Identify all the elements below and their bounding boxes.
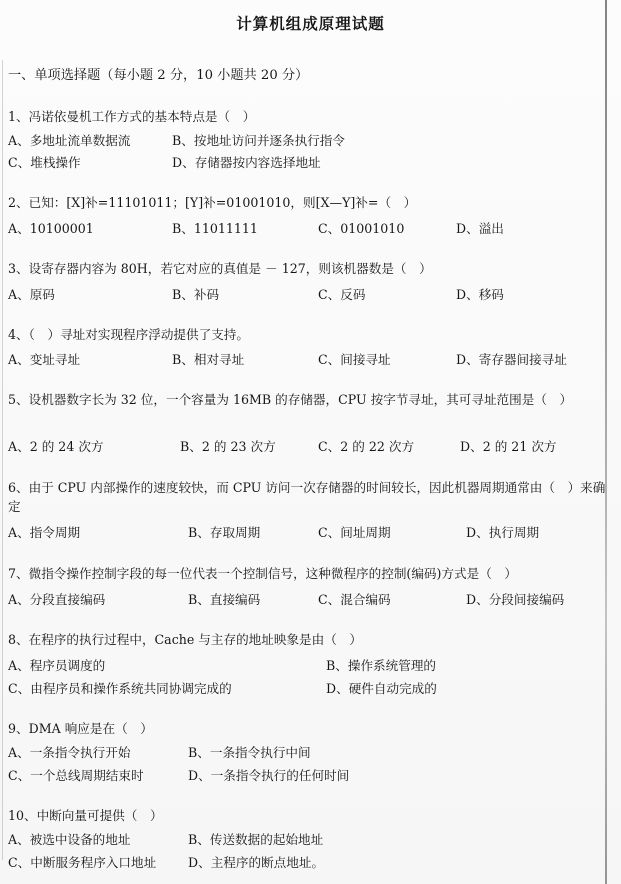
- question-2-option-a: A、10100001: [8, 221, 94, 236]
- question-6-stem: 6、由于 CPU 内部操作的速度较快，而 CPU 访问一次存储器的时间较长，因此机器周期通常由（ ）来确定: [8, 480, 606, 514]
- question-10-option-b: B、传送数据的起始地址: [188, 832, 324, 847]
- question-9-stem: 9、DMA 响应是在（ ）: [8, 721, 153, 736]
- question-1-option-c: C、堆栈操作: [8, 155, 81, 170]
- question-7-option-d: D、分段间接编码: [466, 592, 565, 607]
- question-3-option-c: C、反码: [318, 287, 366, 302]
- question-10-option-c: C、中断服务程序入口地址: [8, 855, 157, 870]
- question-4-option-a: A、变址寻址: [8, 352, 81, 367]
- question-2-option-d: D、溢出: [456, 221, 504, 236]
- scan-edge-left: [2, 60, 3, 860]
- question-4-option-d: D、寄存器间接寻址: [456, 352, 567, 367]
- scan-edge-shadow: [605, 0, 607, 884]
- question-5-option-d: D、2 的 21 次方: [460, 439, 557, 454]
- question-7-option-a: A、分段直接编码: [8, 592, 106, 607]
- question-9-option-b: B、一条指令执行中间: [188, 745, 311, 760]
- question-4-stem: 4、（ ）寻址对实现程序浮动提供了支持。: [8, 327, 249, 342]
- question-9-option-a: A、一条指令执行开始: [8, 745, 131, 760]
- question-5-option-b: B、2 的 23 次方: [180, 439, 276, 454]
- question-6-option-c: C、间址周期: [318, 525, 391, 540]
- page-title: 计算机组成原理试题: [236, 14, 385, 33]
- question-1-option-a: A、多地址流单数据流: [8, 133, 131, 148]
- question-3-option-a: A、原码: [8, 287, 55, 302]
- question-8-option-c: C、由程序员和操作系统共同协调完成的: [8, 681, 232, 696]
- question-6-option-d: D、执行周期: [466, 525, 540, 540]
- question-5-option-c: C、2 的 22 次方: [318, 439, 415, 454]
- question-8-option-a: A、程序员调度的: [8, 658, 106, 673]
- question-8-option-d: D、硬件自动完成的: [326, 681, 437, 696]
- question-6-option-a: A、指令周期: [8, 525, 81, 540]
- question-5-stem: 5、设机器数字长为 32 位，一个容量为 16MB 的存储器，CPU 按字节寻址，其可寻址范围是（ ）: [8, 392, 573, 407]
- question-10-stem: 10、中断向量可提供（ ）: [8, 808, 163, 823]
- question-1-option-b: B、按地址访问并逐条执行指令: [172, 133, 345, 148]
- question-8-option-b: B、操作系统管理的: [326, 658, 437, 673]
- question-4-option-b: B、相对寻址: [172, 352, 245, 367]
- question-6-option-b: B、存取周期: [188, 525, 261, 540]
- question-7-option-c: C、混合编码: [318, 592, 391, 607]
- question-7-option-b: B、直接编码: [188, 592, 261, 607]
- question-2-option-c: C、01001010: [318, 221, 405, 236]
- question-2-stem: 2、已知：[X]补=11101011；[Y]补=01001010，则[X—Y]补=（ ）: [8, 195, 417, 210]
- question-3-stem: 3、设寄存器内容为 80H，若它对应的真值是 － 127，则该机器数是（ ）: [8, 261, 432, 276]
- question-1-stem: 1、冯诺依曼机工作方式的基本特点是（ ）: [8, 109, 256, 124]
- question-8-stem: 8、在程序的执行过程中，Cache 与主存的地址映象是由（ ）: [8, 632, 363, 647]
- question-3-option-b: B、补码: [172, 287, 220, 302]
- section-heading: 一、单项选择题（每小题 2 分，10 小题共 20 分）: [8, 68, 309, 83]
- question-1-option-d: D、存储器按内容选择地址: [172, 155, 321, 170]
- question-9-option-c: C、一个总线周期结束时: [8, 768, 144, 783]
- question-2-option-b: B、11011111: [172, 221, 258, 236]
- question-10-option-a: A、被选中设备的地址: [8, 832, 131, 847]
- question-4-option-c: C、间接寻址: [318, 352, 391, 367]
- question-3-option-d: D、移码: [456, 287, 504, 302]
- question-10-option-d: D、主程序的断点地址。: [188, 855, 325, 870]
- question-9-option-d: D、一条指令执行的任何时间: [188, 768, 350, 783]
- question-7-stem: 7、微指令操作控制字段的每一位代表一个控制信号，这种微程序的控制(编码)方式是（ ）: [8, 566, 517, 581]
- question-5-option-a: A、2 的 24 次方: [8, 439, 104, 454]
